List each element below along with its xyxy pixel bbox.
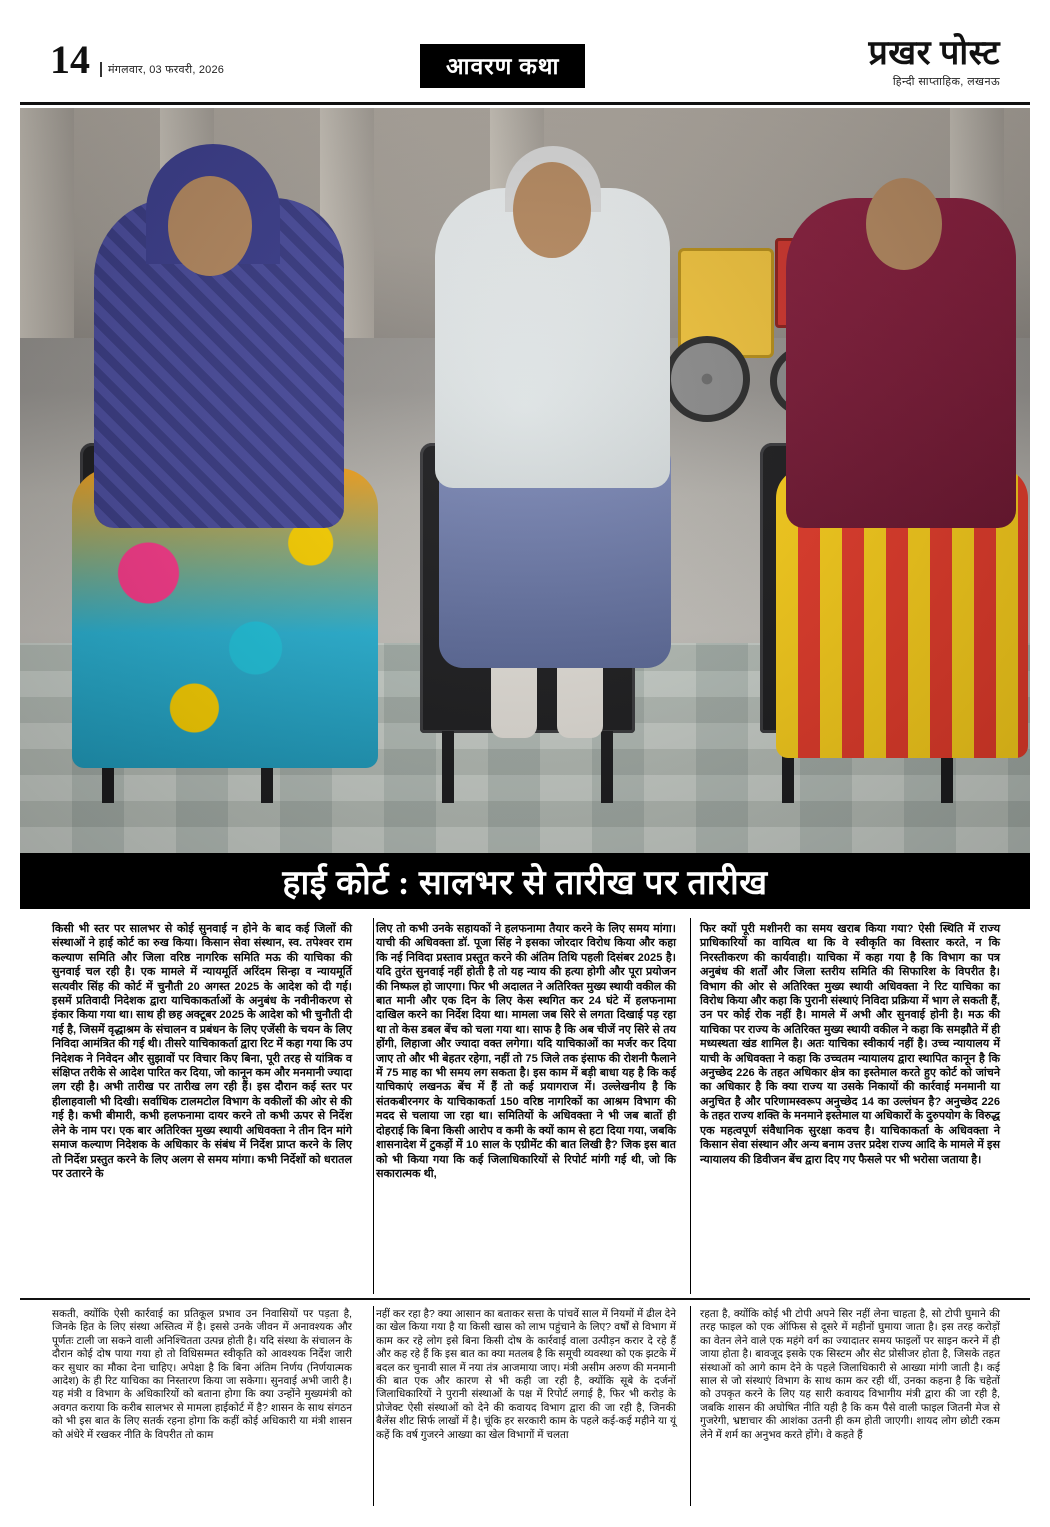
column-divider (690, 918, 691, 1294)
lead-photo (20, 108, 1030, 853)
photo-vignette (20, 108, 1030, 853)
brand-name: प्रखर पोस्ट (868, 35, 1000, 72)
article-body-top (52, 922, 1004, 1290)
article-headline: हाई कोर्ट : सालभर से तारीख पर तारीख (282, 865, 768, 902)
column-divider (690, 1306, 691, 1506)
body-column-3: फिर क्यों पूरी मशीनरी का समय खराब किया गया? ऐसी स्थिति में राज्य प्राधिकारियों का वायित्व था कि वे स्वीकृति का विस्तार करते, न कि निरस्तीकरण की कार्यवाही। याचिका में कहा गया है कि विभाग का पत्र अनुबंध की शर्तों और जिला स्तरीय समिति की सिफारिश के विपरीत है। विभाग की ओर से अतिरिक्त मुख्य स्थायी अधिवक्ता ने रिट याचिका का विरोध किया और कहा कि पुरानी संस्थाएं निविदा प्रक्रिया में भाग ले सकती हैं, उन पर कोई रोक नहीं है। मामले में अभी और सुनवाई होनी है। मऊ की याचिका पर राज्य के अतिरिक्त मुख्य स्थायी वकील ने कहा कि समझौते में ही मध्यस्थता खंड शामिल है। अतः याचिका स्वीकार्य नहीं है। उच्च न्यायालय में याची के अधिवक्ता ने कहा कि उच्चतम न्यायालय द्वारा स्थापित कानून है कि अनुच्छेद 226 के तहत अधिकार क्षेत्र का इस्तेमाल करते हुए कोर्ट को जांचने का अधिकार है कि क्या राज्य या उसके निकायों की कार्रवाई मनमानी या अनुचित है और परिणामस्वरूप अनुच्छेद 14 का उल्लंघन है? अनुच्छेद 226 के तहत राज्य शक्ति के मनमाने इस्तेमाल या अधिकारों के दुरुपयोग के विरुद्ध एक महत्वपूर्ण संवैधानिक सुरक्षा कवच है। याचिकाकर्ता के अधिवक्ता ने किसान सेवा संस्थान और अन्य बनाम उत्तर प्रदेश राज्य आदि के मामले में इस न्यायालय की डिवीजन बेंच द्वारा दिए गए फैसले पर भी भरोसा जताया है। (700, 923, 1000, 1166)
publication-brand (868, 36, 1000, 89)
page-number: 14 (50, 37, 90, 82)
body-column-6: रहता है, क्योंकि कोई भी टोपी अपने सिर नहीं लेना चाहता है, सो टोपी घुमाने की तरह फाइल को एक ऑफिस से दूसरे में महीनों घुमाया जाता है। इस तरह करोड़ों का वेतन लेने वाले एक महंगे वर्ग का ज्यादातर समय फाइलों पर साइन करने में ही जाया होता है। बावजूद इसके एक सिस्टम और सेट प्रोसीजर होता है, जिसके तहत संस्थाओं को आगे काम देने के पहले जिलाधिकारी से आख्या मांगी जाती है। कई साल से जो संस्थाएं विभाग के साथ काम कर रही थीं, उनका कहना है कि चहेतों को उपकृत करने के लिए यह सारी कवायद विभागीय मंत्री द्वारा की जा रही है, जबकि शासन की अघोषित नीति यही है कि कम पैसे वाली फाइल जितनी मेज से गुजरेगी, भ्रष्टाचार की आशंका उतनी ही कम होती जाएगी। शायद लोग छोटी रकम लेने में शर्म का अनुभव करते होंगे। वे कहते हैं (700, 1309, 1000, 1441)
masthead (50, 35, 1000, 98)
section-divider (20, 1298, 1030, 1300)
issue-date: मंगलवार, 03 फरवरी, 2026 (100, 62, 224, 77)
section-tag: आवरण कथा (420, 44, 585, 88)
brand-subtitle: हिन्दी साप्ताहिक, लखनऊ (892, 76, 1000, 88)
masthead-divider (20, 102, 1030, 105)
body-column-1: किसी भी स्तर पर सालभर से कोई सुनवाई न होने के बाद कई जिलों की संस्थाओं ने हाई कोर्ट का रुख किया। किसान सेवा संस्थान, स्व. तपेश्वर राम कल्याण समिति और जिला वरिष्ठ नागरिक समिति मऊ की याचिका की सुनवाई चल रही है। एक मामले में न्यायमूर्ति अरिंदम सिन्हा व न्यायमूर्ति सत्यवीर सिंह की कोर्ट में चुनौती 20 अगस्त 2025 के आदेश को दी गई। इसमें प्रतिवादी निदेशक द्वारा याचिकाकर्ताओं के अनुबंध के नवीनीकरण से इंकार किया गया था। साथ ही छह अक्टूबर 2025 के आदेश को भी चुनौती दी गई है, जिसमें वृद्धाश्रम के संचालन व प्रबंधन के लिए एजेंसी के चयन के लिए निविदा आमंत्रित की गई थी। तीसरे याचिकाकर्ता द्वारा रिट में कहा गया कि उप निदेशक ने निवेदन और सुझावों पर विचार किए बिना, पूरी तरह से यांत्रिक व संक्षिप्त तरीके से आदेश पारित कर दिया, जो कानून कम और मनमानी ज्यादा लग रही है। अभी तारीख पर तारीख लग रही हैं। इस दौरान कई स्तर पर हीलाहवाली भी दिखी। सर्वाधिक टालमटोल विभाग के वकीलों की ओर से की गई है। कभी बीमारी, कभी हलफनामा दायर करने तो कभी ऊपर से निर्देश लेने के नाम पर। एक बार अतिरिक्त मुख्य स्थायी अधिवक्ता ने तीन दिन मांगे समाज कल्याण निदेशक के अधिकार के संबंध में निर्देश प्राप्त करने के लिए तो निर्देश प्रस्तुत करने के लिए अलग से समय मांगा। कभी निर्देशों को धरातल पर उतारने के (52, 923, 352, 1180)
photo-scene (20, 108, 1030, 853)
column-divider (373, 918, 374, 1294)
column-divider (373, 1306, 374, 1506)
body-column-4: सकती, क्योंकि ऐसी कार्रवाई का प्रतिकूल प्रभाव उन निवासियों पर पड़ता है, जिनके हित के लिए संस्था अस्तित्व में है। इससे उनके जीवन में अनावश्यक और पूर्णतः टाली जा सकने वाली अनिश्चितता उत्पन्न होती है। यदि संस्था के संचालन के दौरान कोई दोष पाया गया हो तो विधिसम्मत स्वीकृति को आवश्यक निर्देश जारी कर सुधार का मौका देना चाहिए। अपेक्षा है कि बिना अंतिम निर्णय (निर्णयात्मक आदेश) के ही रिट याचिका का निस्तारण किया जा सकेगा। सुनवाई अभी जारी है। यह मंत्री व विभाग के अधिकारियों को बताना होगा कि क्या उन्होंने मुख्यमंत्री को अवगत कराया कि करीब सालभर से मामला हाईकोर्ट में है? शासन के साथ संगठन को भी इस बात के लिए सतर्क रहना होगा कि कहीं कोई अधिकारी या मंत्री शासन को अंधेरे में रखकर नीति के विपरीत तो काम (52, 1309, 352, 1441)
body-column-2: लिए तो कभी उनके सहायकों ने हलफनामा तैयार करने के लिए समय मांगा। याची की अधिवक्ता डॉ. पूजा सिंह ने इसका जोरदार विरोध किया और कहा कि नई निविदा प्रस्ताव प्रस्तुत करने की अंतिम तिथि पहली दिसंबर 2025 है। यदि तुरंत सुनवाई नहीं होती है तो यह न्याय की हत्या होगी और पूरा प्रयोजन की निष्फल हो जाएगा। फिर भी अदालत ने अतिरिक्त मुख्य स्थायी वकील की बात मानी और एक दिन के लिए केस स्थगित कर 24 घंटे में हलफनामा दाखिल करने का निर्देश दिया था। मामला जब सिरे से लगता दिखाई पड़ रहा था तो केस डबल बेंच को चला गया था। साफ है कि अब चीजें नए सिरे से तय होंगी, लिहाजा और ज्यादा वक्त लगेगा। यदि याचिकाओं का मर्जर कर दिया जाए तो और भी बेहतर रहेगा, नहीं तो 75 जिले तक इंसाफ की रोशनी फैलाने में 75 माह का भी समय लग सकता है। इस काम में बड़ी बाधा यह है कि कई याचिकाएं लखनऊ बेंच में हैं तो कई प्रयागराज में। उल्लेखनीय है कि संतकबीरनगर के याचिकाकर्ता 150 वरिष्ठ नागरिकों का आश्रम विभाग की मदद से चलाया जा रहा था। समितियों के अधिवक्ता ने भी जब बातों ही दोहराई कि बिना किसी आरोप व कमी के क्यों काम से हटा दिया गया, जबकि शासनादेश में टुकड़ों में 10 साल के एग्रीमेंट की बात लिखी है? जिक इस बात को भी किया गया कि कई जिलाधिकारियों से रिपोर्ट मांगी गई थी, जो कि सकारात्मक थी, (376, 923, 676, 1180)
article-body-bottom (52, 1308, 1004, 1508)
body-column-5: नहीं कर रहा है? क्या आसान का बताकर सत्ता के पांचवें साल में नियमों में ढील देने का खेल किया गया है या किसी खास को लाभ पहुंचाने के लिए? वर्षों से विभाग में काम कर रहे लोग इसे बिना किसी दोष के कार्रवाई वाला उत्पीड़न करार दे रहे हैं और कह रहे हैं कि इस बात का क्या मतलब है कि समूची व्यवस्था को एक झटके में बदल कर चुनावी साल में नया तंत्र आजमाया जाए। मंत्री असीम अरुण की मनमानी की बात एक और कारण से भी कही जा रही है, क्योंकि सूबे के दर्जनों जिलाधिकारियों ने पुरानी संस्थाओं के पक्ष में रिपोर्ट लगाई है, फिर भी करोड़ के प्रोजेक्ट ऐसी संस्थाओं को देने की कवायद विभाग द्वारा की जा रही है, जिनकी बैलेंस शीट सिर्फ लाखों में है। चूंकि हर सरकारी काम के पहले कई-कई महीने या यूं कहें कि वर्ष गुजरने आख्या का खेल विभागों में चलता (376, 1309, 676, 1441)
